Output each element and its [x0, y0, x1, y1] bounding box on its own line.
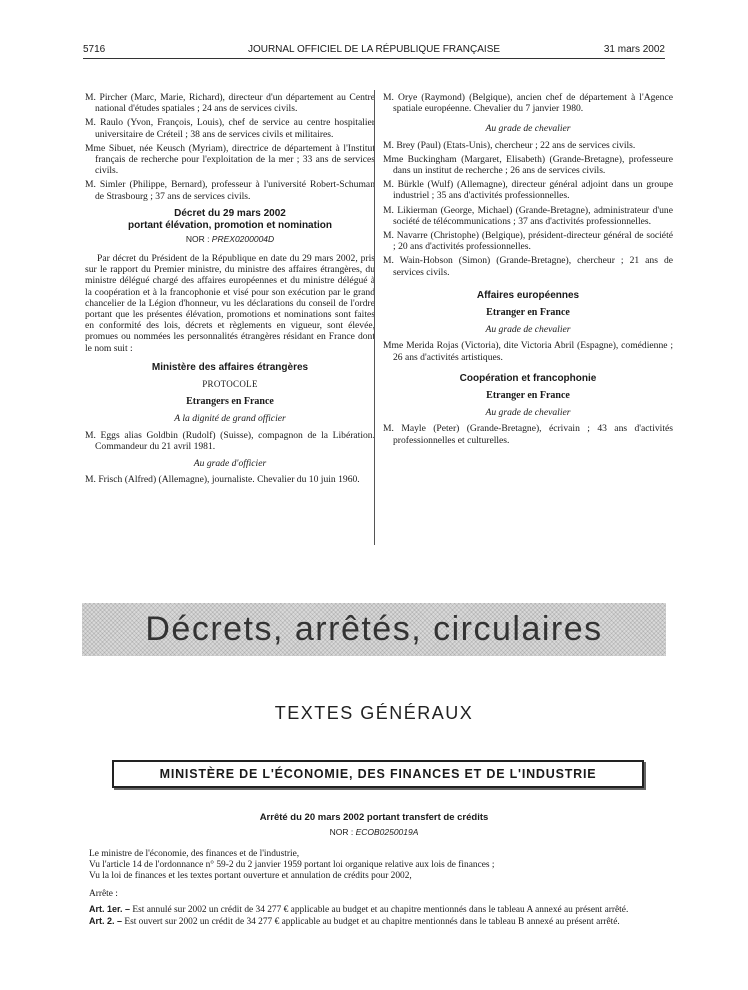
issue-date: 31 mars 2002 — [603, 44, 665, 55]
article-1 — [89, 904, 659, 916]
list-item: M. Brey (Paul) (Etats-Unis), chercheur ; 22 ans de services civils. — [383, 139, 636, 151]
arrete-line: Vu la loi de finances et les textes portant ouverture et annulation de crédits pour 2002, — [89, 871, 412, 881]
list-item: M. Orye (Raymond) (Belgique), ancien chef de département à l'Agence spatiale européenne. Chevalier du 7 janvier 1980. — [383, 92, 673, 115]
list-item: M. Wain-Hobson (Simon) (Grande-Bretagne), chercheur ; 21 ans de services civils. — [383, 255, 673, 278]
list-item: M. Likierman (George, Michael) (Grande-Bretagne), administrateur d'une société de télécommunications ; 37 ans d'activités professionnelles. — [383, 204, 673, 227]
list-item: Mme Buckingham (Margaret, Elisabeth) (Grande-Bretagne), professeure dans un institut de recherche ; 26 ans de services civils. — [383, 153, 673, 177]
etranger-heading: Etranger en France — [486, 307, 570, 319]
grade-heading: Au grade de chevalier — [485, 123, 571, 135]
arrete-line: Le ministre de l'économie, des finances et de l'industrie, — [89, 849, 300, 859]
right-column — [383, 92, 673, 449]
decret-title — [85, 208, 375, 232]
grade-heading: Au grade de chevalier — [485, 324, 571, 336]
article-text: Est annulé sur 2002 un crédit de 34 277 € applicable au budget et au chapitre mentionnés dans le tableau A annexé au présent arrêté. — [132, 905, 629, 915]
nor-label: NOR : — [329, 827, 356, 837]
column-divider — [374, 90, 375, 545]
decret-paragraph: Par décret du Président de la République en date du 29 mars 2002, pris sur le rapport du Premier ministre, du ministre des affaires étrangères, du ministre délégué chargé des affaires européennes et du ministre délégué à la coopération et à la francophonie et visé pour son exécution par le grand chancelier de la Légion d'honneur, vu les déclarations du conseil de l'ordre portant que les présentes élévation, promotions et nominations sont faites en conformité des lois, décrets et règlements en vigueur, sont élevée, promues ou nommées les personnalités étrangères résidant en France dont le nom suit : — [85, 253, 375, 354]
article-2 — [89, 916, 659, 928]
ministry-box-title: MINISTÈRE DE L'ÉCONOMIE, DES FINANCES ET DE L'INDUSTRIE — [159, 767, 597, 781]
list-item: M. Navarre (Christophe) (Belgique), président-directeur général de société ; 20 ans d'activités professionnelles. — [383, 230, 673, 253]
nor-label: NOR : — [185, 233, 212, 244]
list-item: M. Simler (Philippe, Bernard), professeur à l'université Robert-Schuman de Strasbourg ; 37 ans de services civils. — [85, 179, 375, 202]
page-number: 5716 — [83, 44, 106, 55]
ministry-box — [112, 760, 644, 788]
decret-title-line-2: portant élévation, promotion et nomination — [128, 219, 332, 231]
arrete-body — [89, 849, 659, 928]
article-text: Est ouvert sur 2002 un crédit de 34 277 € applicable au budget et au chapitre mentionnés dans le tableau B annexé au présent arrêté. — [124, 917, 620, 927]
arrete-nor — [0, 827, 748, 837]
list-item: M. Eggs alias Goldbin (Rudolf) (Suisse), compagnon de la Libération. Commandeur du 21 avril 1981. — [85, 429, 375, 452]
nor-code: PREX0200004D — [211, 233, 275, 244]
list-item: M. Raulo (Yvon, François, Louis), chef de service au centre hospitalier universitaire de Créteil ; 38 ans de services civils et militaires. — [85, 117, 375, 140]
decret-nor — [85, 234, 375, 245]
section-banner — [82, 603, 666, 656]
list-item: M. Mayle (Peter) (Grande-Bretagne), écrivain ; 43 ans d'activités professionnelles et culturelles. — [383, 423, 673, 446]
article-label: Art. 1er. – — [89, 904, 131, 914]
protocole-heading: PROTOCOLE — [202, 379, 258, 390]
banner-title: Décrets, arrêtés, circulaires — [145, 610, 603, 648]
list-item: M. Bürkle (Wulf) (Allemagne), directeur général adjoint dans un groupe industriel ; 35 ans d'activités professionnelles. — [383, 179, 673, 202]
etranger-heading: Etranger en France — [486, 390, 570, 402]
etrangers-heading: Etrangers en France — [186, 396, 274, 408]
journal-title: JOURNAL OFFICIEL DE LA RÉPUBLIQUE FRANÇAISE — [247, 44, 501, 55]
arrete-line: Vu l'article 14 de l'ordonnance n° 59-2 du 2 janvier 1959 portant loi organique relative aux lois de finances ; — [89, 860, 495, 870]
ministry-heading: Ministère des affaires étrangères — [151, 361, 309, 373]
arrete-word: Arrête : — [89, 889, 118, 899]
list-item: Mme Sibuet, née Keusch (Myriam), directrice de département à l'Institut français de recherche pour l'exploitation de la mer ; 33 ans de services civils. — [85, 142, 375, 177]
grade-heading: Au grade de chevalier — [485, 407, 571, 419]
header-rule — [83, 58, 665, 59]
article-label: Art. 2. – — [89, 916, 123, 926]
left-column — [85, 92, 375, 488]
grade-heading: A la dignité de grand officier — [174, 413, 286, 425]
decret-title-line-1: Décret du 29 mars 2002 — [174, 207, 286, 219]
grade-heading: Au grade d'officier — [193, 458, 267, 470]
section-heading: Coopération et francophonie — [459, 372, 597, 384]
list-item: M. Pircher (Marc, Marie, Richard), directeur d'un département au Centre national d'études spatiales ; 24 ans de services civils. — [85, 92, 375, 115]
arrete-title: Arrêté du 20 mars 2002 portant transfert de crédits — [259, 812, 489, 823]
textes-generaux-heading: TEXTES GÉNÉRAUX — [274, 703, 474, 723]
list-item: M. Frisch (Alfred) (Allemagne), journaliste. Chevalier du 10 juin 1960. — [85, 474, 360, 486]
section-heading: Affaires européennes — [476, 289, 580, 301]
list-item: Mme Merida Rojas (Victoria), dite Victoria Abril (Espagne), comédienne ; 26 ans d'activités artistiques. — [383, 340, 673, 363]
nor-code: ECOB0250019A — [355, 827, 419, 837]
